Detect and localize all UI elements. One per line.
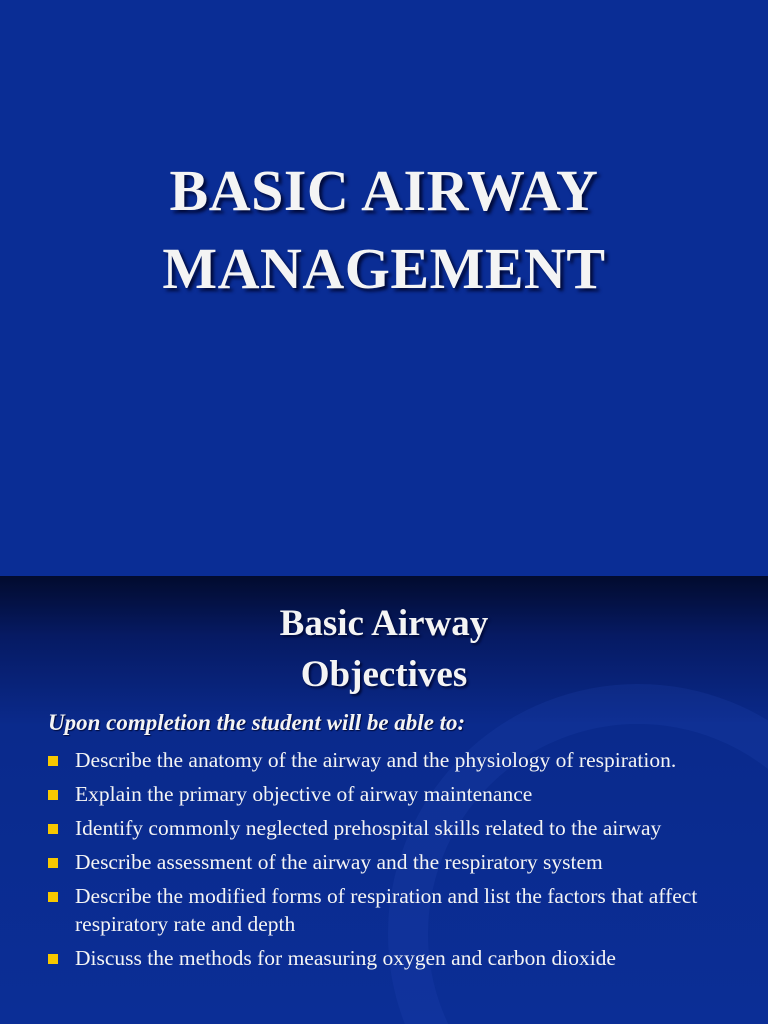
list-item [48,746,728,774]
list-item [48,848,728,876]
slide-2 [0,576,768,1024]
square-bullet-icon [48,756,58,766]
square-bullet-icon [48,790,58,800]
list-item [48,882,728,938]
list-item [48,780,728,808]
square-bullet-icon [48,954,58,964]
slide-1-title-line-2: MANAGEMENT [162,236,606,301]
slide-1-title-line-1: BASIC AIRWAY [169,158,599,223]
slide-2-title-line-1: Basic Airway [279,603,489,644]
slide-2-title-line-2: Objectives [300,654,468,695]
list-item [48,944,728,972]
list-item [48,814,728,842]
list-item-text: Describe assessment of the airway and the respiratory system [75,850,603,874]
square-bullet-icon [48,824,58,834]
square-bullet-icon [48,892,58,902]
list-item-text: Describe the anatomy of the airway and the physiology of respiration. [75,748,677,772]
slide-1-title [0,152,768,308]
objectives-list [48,746,728,978]
list-item-text: Discuss the methods for measuring oxygen and carbon dioxide [75,946,616,970]
list-item-text: Explain the primary objective of airway maintenance [75,782,533,806]
list-item-text: Describe the modified forms of respiration and list the factors that affect respiratory rate and depth [75,884,698,936]
slide-2-title [0,598,768,700]
list-item-text: Identify commonly neglected prehospital skills related to the airway [75,816,662,840]
slide-2-subtitle: Upon completion the student will be able to: [48,710,466,735]
square-bullet-icon [48,858,58,868]
